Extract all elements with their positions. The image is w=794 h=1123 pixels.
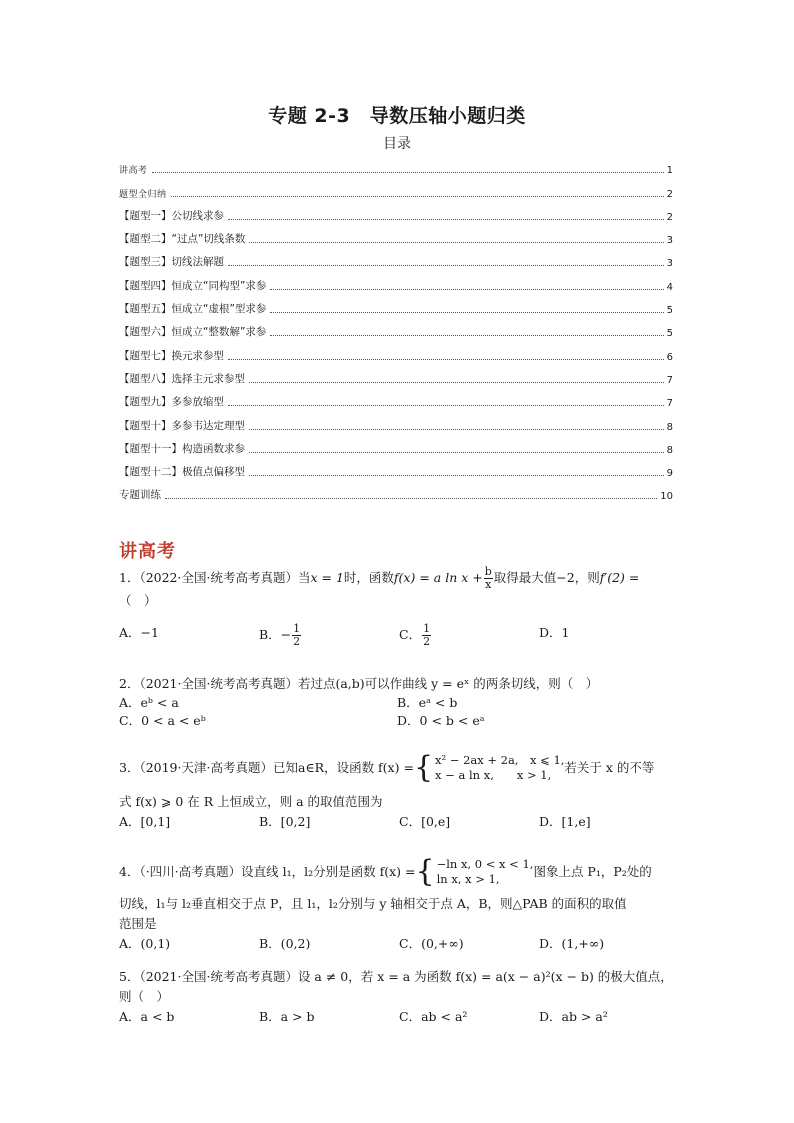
toc-entry[interactable] — [119, 153, 673, 176]
question-1: 1．（2022·全国·统考高考真题）当x = 1时，函数f(x) = a ln x + $\frac{b}{x}$ 取得最大值−2，则f′(2) = （ ） A．−1 B．− $\frac{1}{2}$ C． $\frac{1}{2}$ D．1 — [119, 566, 679, 648]
toc-leader-dots — [228, 264, 664, 266]
toc-entry-label: 【题型五】恒成立“虚根”型求参 — [119, 303, 267, 316]
toc-leader-dots — [270, 288, 663, 290]
question-1-stem: 1．（2022·全国·统考高考真题）当x = 1时，函数f(x) = a ln x + $\frac{b}{x}$ 取得最大值−2，则f′(2) = — [119, 565, 640, 591]
toc-page-number: 7 — [666, 398, 673, 410]
option-a[interactable]: A．eᵇ < a — [119, 695, 179, 710]
toc-entry-label: 【题型六】恒成立“整数解”求参 — [119, 326, 267, 339]
toc-entry-label: 【题型十一】构造函数求参 — [119, 442, 245, 455]
toc-entry-label: 【题型四】恒成立“同构型”求参 — [119, 279, 267, 292]
toc-heading: 目录 — [383, 136, 411, 152]
option-c[interactable]: C．[0,e] — [399, 814, 451, 829]
toc-entry-label: 【题型七】换元求参型 — [119, 349, 224, 362]
toc-entry-label: 【题型三】切线法解题 — [119, 256, 224, 269]
question-3-options — [119, 812, 679, 832]
option-a[interactable]: A．[0,1] — [119, 814, 171, 829]
toc-page-number: 8 — [666, 444, 673, 456]
toc-entry-label: 【题型二】“过点”切线条数 — [119, 233, 246, 246]
toc-entry-label: 【题型九】多参放缩型 — [119, 396, 224, 409]
toc-entry[interactable] — [119, 223, 673, 246]
option-a[interactable]: A．−1 — [119, 625, 159, 640]
toc-entry[interactable] — [119, 293, 673, 316]
option-c[interactable]: C．ab < a² — [399, 1009, 468, 1024]
option-c[interactable]: C．(0,+∞) — [399, 936, 464, 951]
toc-entry[interactable] — [119, 246, 673, 269]
question-4: 4．（·四川·高考真题）设直线 l₁，l₂分别是函数 f(x) = { −ln x, 0 < x < 1, ln x, x > 1, 图象上点 P₁，P₂处的 切线，l₁与 l₂垂直相交于点 P，且 l₁，l₂分别与 y 轴相交于点 A，B，则△PAB 的面积的取值 范围是 A．(0,1) B．(0,2) C．(0,+∞) D．(1,+∞) — [119, 854, 679, 954]
option-a[interactable]: A．(0,1) — [119, 936, 171, 951]
toc-page-number: 7 — [666, 374, 673, 386]
toc-page-number: 9 — [666, 468, 673, 480]
toc-leader-dots — [249, 451, 664, 453]
question-1-options — [119, 623, 679, 648]
section-title: 讲高考 — [119, 541, 176, 562]
toc-entry[interactable] — [119, 433, 673, 456]
question-2-options — [119, 694, 679, 730]
question-3: 3．（2019·天津·高考真题）已知a∈R，设函数 f(x) = { x² − 2ax + 2a, x ⩽ 1, x − a ln x, x > 1, 若关于 x 的不等 式 f(x) ⩾ 0 在 R 上恒成立，则 a 的取值范围为 A．[0,1] B．[0,2] C．[0,e] D．[1,e] — [119, 750, 679, 832]
toc-leader-dots — [249, 241, 663, 243]
toc-leader-dots — [171, 195, 664, 197]
toc-page-number: 3 — [666, 235, 673, 247]
fraction: $\frac{b}{x}$ — [484, 565, 492, 591]
toc-entry-label: 【题型八】选择主元求参型 — [119, 372, 245, 385]
question-3-stem: 3．（2019·天津·高考真题）已知a∈R，设函数 f(x) = { x² − 2ax + 2a, x ⩽ 1, x − a ln x, x > 1, 若关于 x 的不等 — [119, 750, 655, 785]
option-c[interactable]: C． $\frac{1}{2}$ — [399, 622, 431, 648]
option-b[interactable]: B．a > b — [259, 1009, 315, 1024]
toc-page-number: 8 — [666, 421, 673, 433]
toc-entry[interactable] — [119, 479, 673, 502]
page-title: 专题 2-3 导数压轴小题归类 — [268, 105, 526, 127]
question-5: 5．（2021·全国·统考高考真题）设 a ≠ 0，若 x = a 为函数 f(x) = a(x − a)²(x − b) 的极大值点， 则（ ） A．a < b B．a > b C．ab < a² D．ab > a² — [119, 967, 679, 1027]
toc-leader-dots — [270, 334, 663, 336]
toc-leader-dots — [228, 404, 664, 406]
toc-entry-label: 【题型十二】极值点偏移型 — [119, 466, 245, 479]
toc-entry[interactable] — [119, 200, 673, 223]
toc-page-number: 2 — [666, 211, 673, 223]
toc-entry[interactable] — [119, 386, 673, 409]
toc-entry-label: 专题训练 — [119, 489, 161, 502]
option-d[interactable]: D．0 < b < eᵃ — [397, 713, 485, 728]
question-2-stem: 2．（2021·全国·统考高考真题）若过点(a,b)可以作曲线 y = eˣ 的两条切线，则（ ） — [119, 676, 599, 691]
toc-leader-dots — [249, 428, 664, 430]
question-5-stem: 5．（2021·全国·统考高考真题）设 a ≠ 0，若 x = a 为函数 f(x) = a(x − a)²(x − b) 的极大值点， — [119, 969, 673, 984]
toc-entry[interactable] — [119, 363, 673, 386]
option-d[interactable]: D．ab > a² — [539, 1009, 608, 1024]
option-b[interactable]: B．[0,2] — [259, 814, 311, 829]
question-2 — [119, 674, 679, 730]
toc-page-number: 3 — [666, 258, 673, 270]
toc-leader-dots — [249, 381, 664, 383]
toc-page-number: 6 — [666, 351, 673, 363]
table-of-contents — [119, 153, 673, 502]
toc-page-number: 1 — [666, 165, 673, 177]
toc-entry[interactable] — [119, 456, 673, 479]
question-5-options — [119, 1007, 679, 1027]
toc-leader-dots — [165, 497, 657, 499]
option-d[interactable]: D．[1,e] — [539, 814, 591, 829]
option-a[interactable]: A．a < b — [119, 1009, 175, 1024]
toc-entry[interactable] — [119, 176, 673, 199]
toc-entry[interactable] — [119, 316, 673, 339]
toc-leader-dots — [249, 474, 664, 476]
toc-page-number: 5 — [666, 328, 673, 340]
toc-leader-dots — [270, 311, 663, 313]
question-4-options — [119, 934, 679, 954]
option-b[interactable]: B．eᵃ < b — [397, 695, 458, 710]
toc-page-number: 4 — [666, 281, 673, 293]
option-d[interactable]: D．(1,+∞) — [539, 936, 605, 951]
option-b[interactable]: B．(0,2) — [259, 936, 311, 951]
option-d[interactable]: D．1 — [539, 625, 570, 640]
toc-page-number: 10 — [660, 491, 673, 503]
toc-entry-label: 【题型十】多参韦达定理型 — [119, 419, 245, 432]
toc-entry-label: 讲高考 — [119, 166, 148, 177]
toc-page-number: 5 — [666, 305, 673, 317]
toc-entry-label: 题型全归纳 — [119, 189, 167, 200]
piecewise-function: { x² − 2ax + 2a, x ⩽ 1, x − a ln x, x > 1, — [413, 750, 565, 785]
toc-entry[interactable] — [119, 409, 673, 432]
question-4-stem: 4．（·四川·高考真题）设直线 l₁，l₂分别是函数 f(x) = { −ln x, 0 < x < 1, ln x, x > 1, 图象上点 P₁，P₂处的 — [119, 854, 652, 889]
toc-entry-label: 【题型一】公切线求参 — [119, 209, 224, 222]
piecewise-function: { −ln x, 0 < x < 1, ln x, x > 1, — [415, 854, 534, 889]
toc-entry[interactable] — [119, 339, 673, 362]
toc-leader-dots — [152, 171, 664, 173]
toc-entry[interactable] — [119, 269, 673, 292]
option-b[interactable]: B．− $\frac{1}{2}$ — [259, 622, 301, 648]
toc-page-number: 2 — [666, 188, 673, 200]
toc-leader-dots — [228, 218, 664, 220]
toc-leader-dots — [228, 358, 664, 360]
option-c[interactable]: C．0 < a < eᵇ — [119, 713, 206, 728]
